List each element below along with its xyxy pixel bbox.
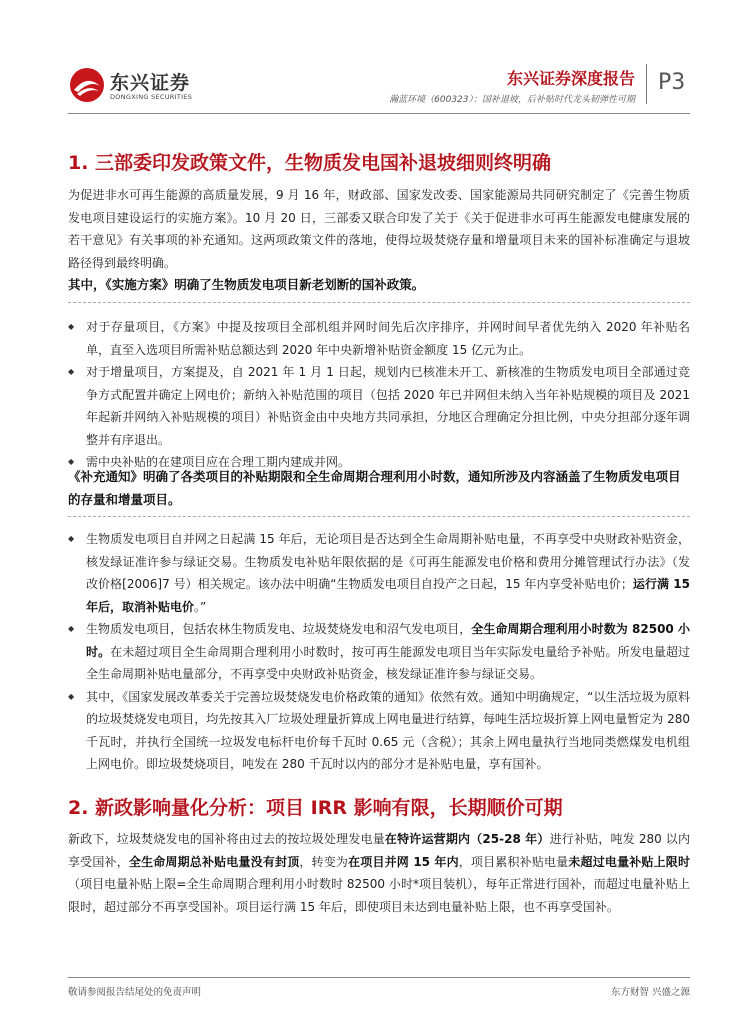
section2-paragraph [68,828,690,918]
bullet-list-2 [68,528,690,776]
section-heading-2: 2. 新政影响量化分析：项目 IRR 影响有限，长期顺价可期 [68,797,563,819]
bullet-list-1 [68,316,690,474]
dashed-divider [68,516,690,517]
header-divider [646,64,647,104]
list-item: ◆ 生物质发电项目，包括农林生物质发电、垃圾焚烧发电和沼气发电项目，全生命周期合理利用小时数为 82500 小时。在未超过项目全生命周期合理利用小时数时，按可再生能源发电项目当年实际发电量给予补贴。所发电量超过全生命周期补贴电量部分，不再享受中央财政补贴资金，核发绿证准许参与绿证交易。 [68,618,690,686]
report-title: 东兴证券深度报告 [506,69,635,88]
section-heading-1: 1. 三部委印发政策文件，生物质发电国补退坡细则终明确 [68,152,552,174]
intro-text: 为促进非水可再生能源的高质量发展，9 月 16 年，财政部、国家发改委、国家能源局共同研究制定了《完善生物质发电项目建设运行的实施方案》。10 月 20 日，三部委又联合印发了关于《关于促进非水可再生能源发电健康发展的若干意见》有关事项的补充通知。这两项政策文件的落地，使得垃圾焚烧存量和增量项目未来的国补标准确定与退坡路径得到最终明确。 [68,188,690,270]
company-logo [68,66,258,106]
logo-icon [68,66,106,104]
list-item: ◆ 对于存量项目，《方案》中提及按项目全部机组并网时间先后次序排序，并网时间早者优先纳入 2020 年补贴名单，直至入选项目所需补贴总额达到 2020 年中央新增补贴资金额度 15 亿元为止。 [68,316,690,361]
lead-supplement-notice: 《补充通知》明确了各类项目的补贴期限和全生命周期合理利用小时数，通知所涉及内容涵盖了生物质发电项目的存量和增量项目。 [68,469,681,507]
logo-name: 东兴证券 [110,72,191,94]
footer-disclaimer: 敬请参阅报告结尾处的免责声明 [68,987,202,998]
list-item: ◆ 需中央补贴的在建项目应在合理工期内建成并网。 [68,451,690,474]
lead-implementation-plan: 其中，《实施方案》明确了生物质发电项目新老划断的国补政策。 [68,277,425,292]
intro-paragraph [68,184,690,274]
list-item: ◆ 对于增量项目，方案提及，自 2021 年 1 月 1 日起，规划内已核准未开工、新核准的生物质发电项目全部通过竞争方式配置并确定上网电价；新纳入补贴范围的项目（包括 2020 年已并网但未纳入当年补贴规模的项目及 2021 年起新并网纳入补贴规模的项目）补贴资金由中央地方共同承担，分地区合理确定分担比例，中央分担部分逐年调整并有序退出。 [68,361,690,451]
list-item: ◆ 生物质发电项目自并网之日起满 15 年后，无论项目是否达到全生命周期补贴电量，不再享受中央财政补贴资金，核发绿证准许参与绿证交易。生物质发电补贴年限依据的是《可再生能源发电价格和费用分摊管理试行办法》（发改价格[2006]7 号）相关规定。该办法中明确“生物质发电项目自投产之日起，15 年内享受补贴电价；运行满 15 年后，取消补贴电价。” [68,528,690,618]
footer-slogan: 东方财智 兴盛之源 [610,987,690,998]
list-item: ◆ 其中，《国家发展改革委关于完善垃圾焚烧发电价格政策的通知》依然有效。通知中明确规定，“以生活垃圾为原料的垃圾焚烧发电项目，均先按其入厂垃圾处理量折算成上网电量进行结算，每吨生活垃圾折算上网电量暂定为 280 千瓦时，并执行全国统一垃圾发电标杆电价每千瓦时 0.65 元（含税）；其余上网电量执行当地同类燃煤发电机组上网电价。即垃圾焚烧项目，吨发在 280 千瓦时以内的部分才是补贴电量，享有国补。 [68,686,690,776]
report-subtitle: 瀚蓝环境（600323）：国补退坡，后补贴时代龙头韧弹性可期 [389,95,635,105]
footer-rule [68,977,690,978]
logo-name-en: DONGXING SECURITIES [110,93,193,101]
section2-text: 新政下，垃圾焚烧发电的国补将由过去的按垃圾处理发电量在特许运营期内（25-28 年）进行补贴，吨发 280 以内享受国补，全生命周期总补贴电量没有封顶，转变为在项目并网 15 年内，项目累积补贴电量未超过电量补贴上限时（项目电量补贴上限=全生命周期合理利用小时数时 82500 小时*项目装机），每年正常进行国补，而超过电量补贴上限时，超过部分不再享受国补。项目运行满 15 年后，即使项目未达到电量补贴上限，也不再享受国补。 [68,832,690,914]
dashed-divider [68,302,690,303]
page-number: P3 [658,70,686,95]
page-header [0,0,755,120]
header-rule [68,113,690,114]
